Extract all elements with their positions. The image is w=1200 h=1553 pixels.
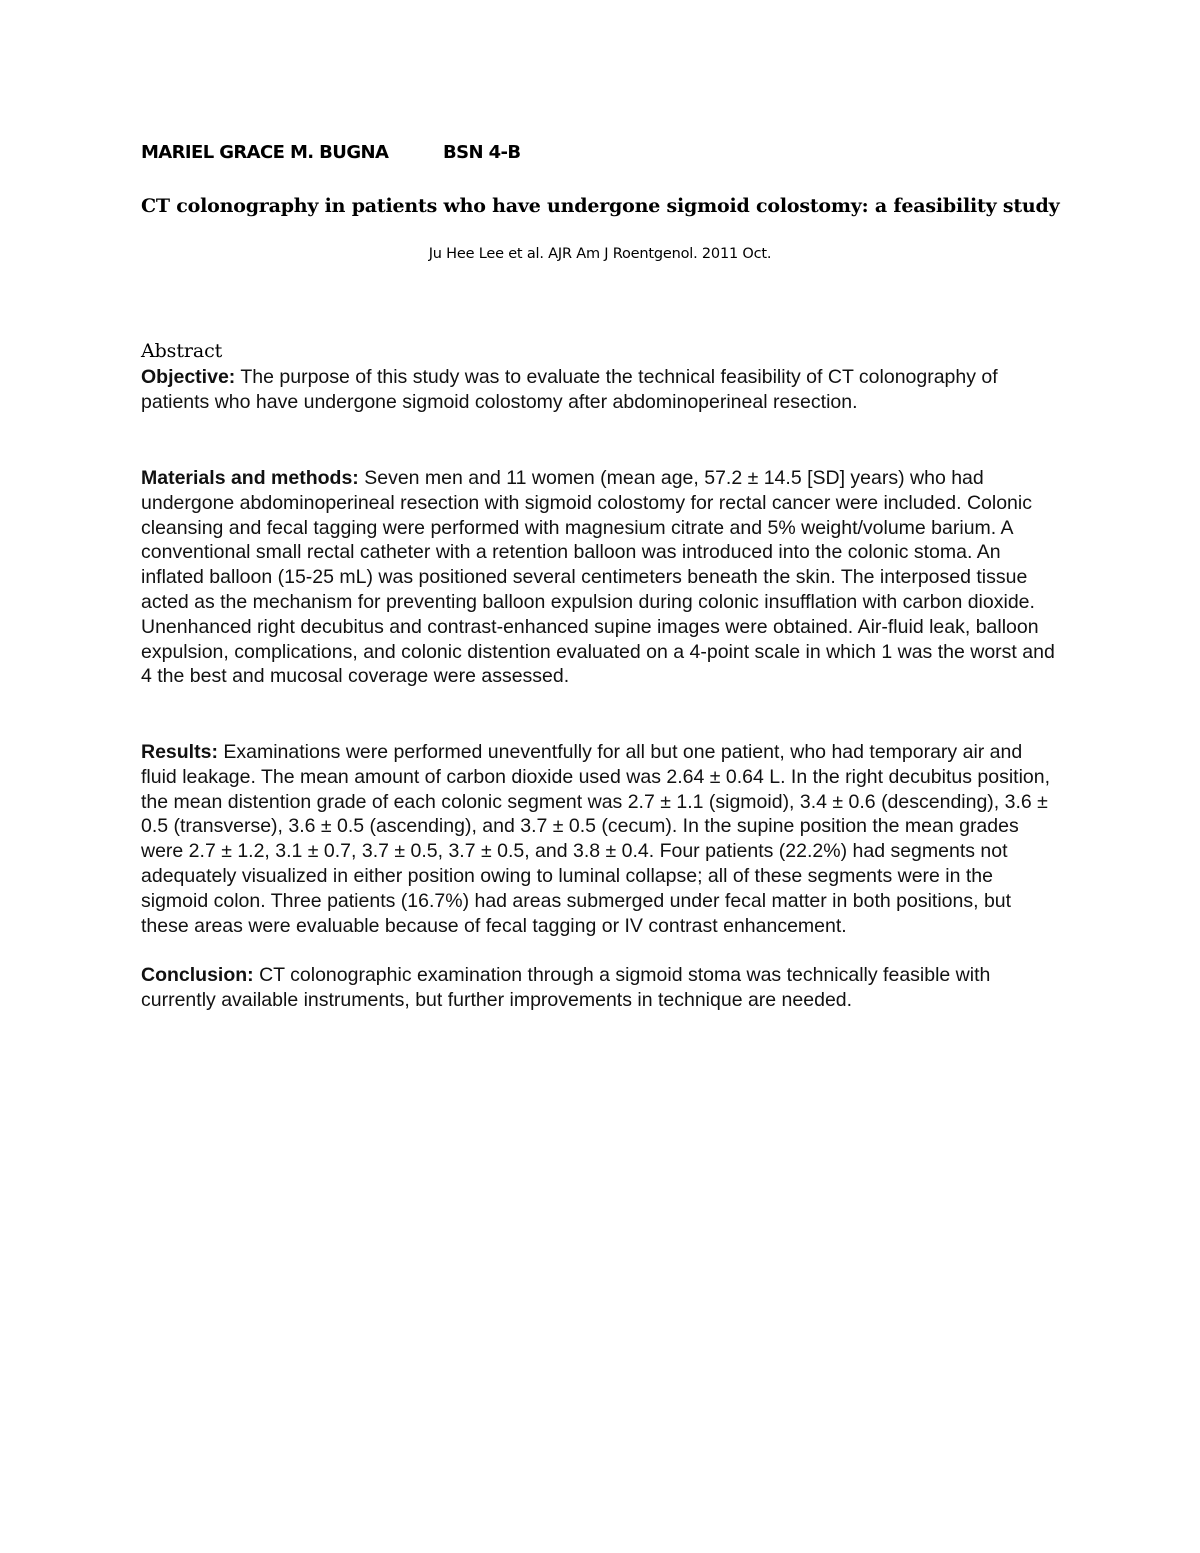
conclusion-label: Conclusion: bbox=[141, 964, 254, 986]
methods-paragraph bbox=[141, 466, 1061, 689]
methods-text: Seven men and 11 women (mean age, 57.2 ± 14.5 [SD] years) who had undergone abdominoperineal resection with sigmoid colostomy for rectal cancer were included. Colonic cleansing and fecal tagging were performed with magnesium citrate and 5% weight/volume barium. A conventional small rectal catheter with a retention balloon was introduced into the colonic stoma. An inflated balloon (15-25 mL) was positioned several centimeters beneath the skin. The interposed tissue acted as the mechanism for preventing balloon expulsion during colonic insufflation with carbon dioxide. Unenhanced right decubitus and contrast-enhanced supine images were obtained. Air-fluid leak, balloon expulsion, complications, and colonic distention evaluated on a 4-point scale in which 1 was the worst and 4 the best and mucosal coverage were assessed. bbox=[141, 467, 1055, 688]
abstract-heading: Abstract bbox=[141, 340, 223, 362]
student-header bbox=[141, 142, 521, 163]
conclusion-paragraph bbox=[141, 963, 1061, 1013]
author-name: MARIEL GRACE M. BUGNA bbox=[141, 142, 389, 163]
results-paragraph bbox=[141, 740, 1061, 938]
article-citation: Ju Hee Lee et al. AJR Am J Roentgenol. 2011 Oct. bbox=[428, 246, 772, 262]
results-label: Results: bbox=[141, 741, 218, 763]
objective-paragraph bbox=[141, 365, 1061, 415]
objective-label: Objective: bbox=[141, 366, 236, 388]
article-title: CT colonography in patients who have undergone sigmoid colostomy: a feasibility study bbox=[141, 195, 1060, 217]
results-text: Examinations were performed uneventfully for all but one patient, who had temporary air and fluid leakage. The mean amount of carbon dioxide used was 2.64 ± 0.64 L. In the right decubitus position, the mean distention grade of each colonic segment was 2.7 ± 1.1 (sigmoid), 3.4 ± 0.6 (descending), 3.6 ± 0.5 (transverse), 3.6 ± 0.5 (ascending), and 3.7 ± 0.5 (cecum). In the supine position the mean grades were 2.7 ± 1.2, 3.1 ± 0.7, 3.7 ± 0.5, 3.7 ± 0.5, and 3.8 ± 0.4. Four patients (22.2%) had segments not adequately visualized in either position owing to luminal collapse; all of these segments were in the sigmoid colon. Three patients (16.7%) had areas submerged under fecal matter in both positions, but these areas were evaluable because of fecal tagging or IV contrast enhancement. bbox=[141, 741, 1051, 937]
class-code: BSN 4-B bbox=[443, 142, 521, 163]
objective-text: The purpose of this study was to evaluate the technical feasibility of CT colonography of patients who have undergone sigmoid colostomy after abdominoperineal resection. bbox=[141, 366, 998, 413]
conclusion-text: CT colonographic examination through a sigmoid stoma was technically feasible with currently available instruments, but further improvements in technique are needed. bbox=[141, 964, 991, 1011]
methods-label: Materials and methods: bbox=[141, 467, 359, 489]
